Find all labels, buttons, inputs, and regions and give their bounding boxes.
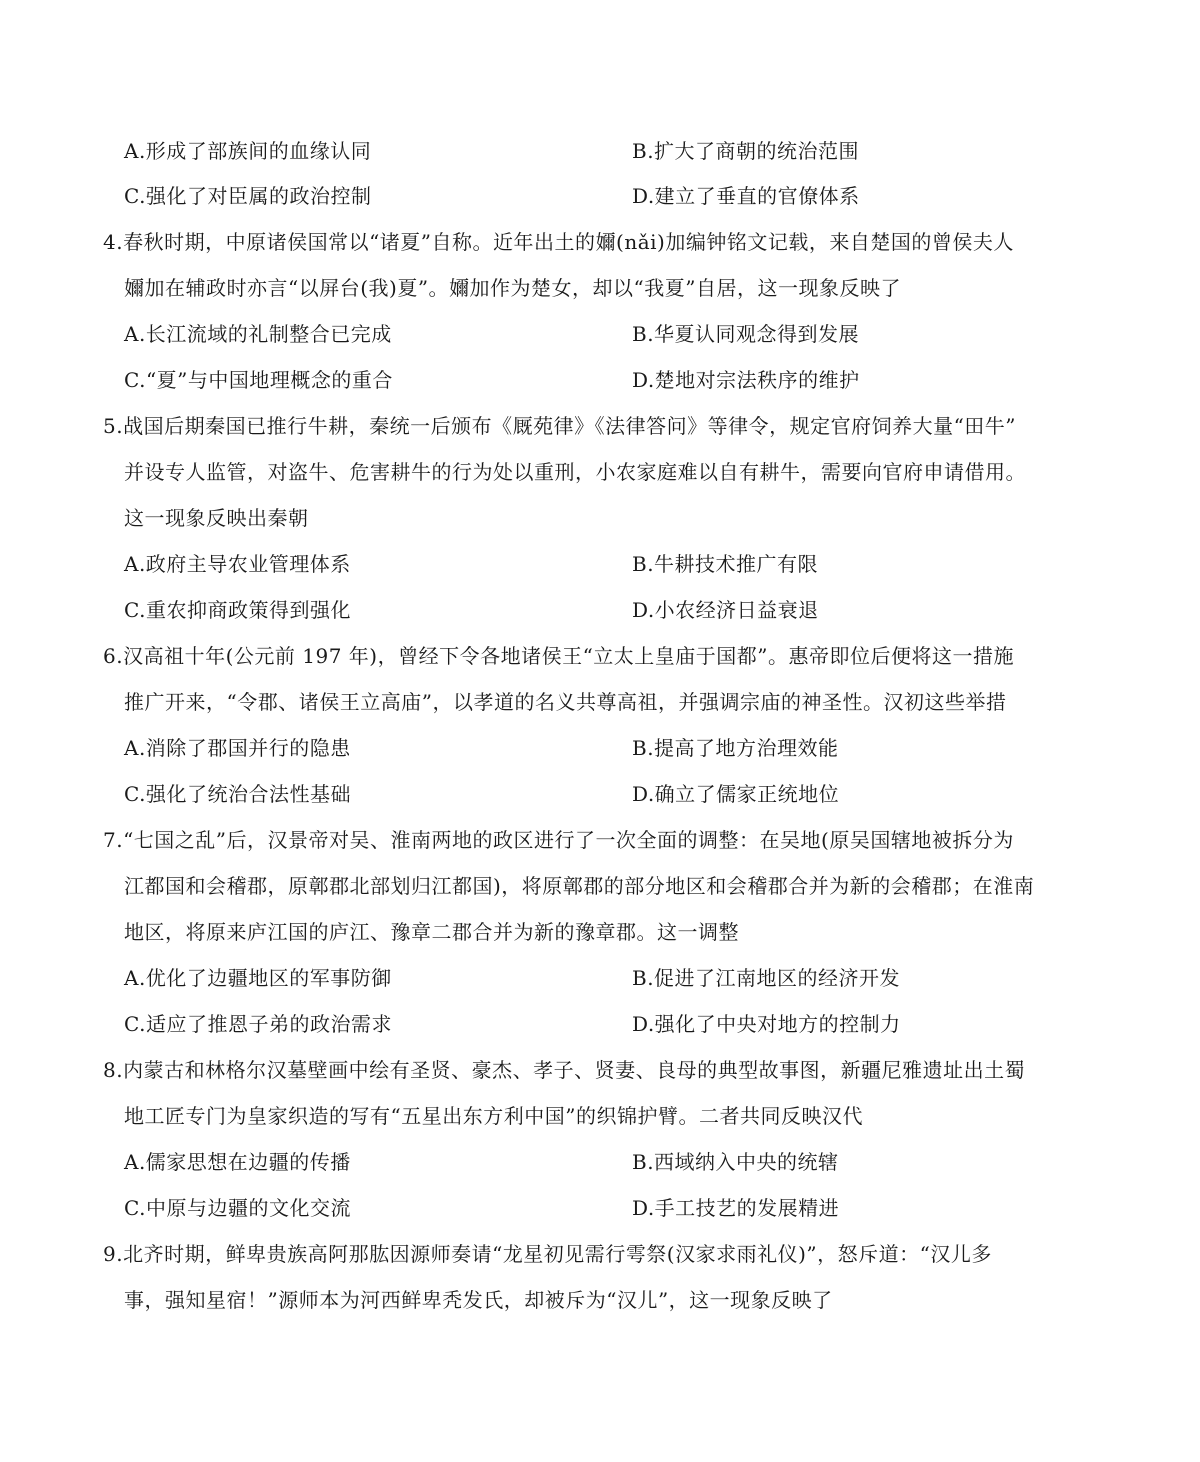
q9-stem-line-2: 事，强知星宿！”源师本为河西鲜卑秃发氏，却被斥为“汉儿”，这一现象反映了 <box>124 1288 833 1312</box>
q9-stem-line-1: 9.北齐时期，鲜卑贵族高阿那肱因源师奏请“龙星初见需行雩祭(汉家求雨礼仪)”，怒斥道：“汉儿多 <box>103 1242 992 1266</box>
q7-stem-line-2: 江都国和会稽郡，原鄣郡北部划归江都国)，将原鄣郡的部分地区和会稽郡合并为新的会稽郡；在淮南 <box>124 874 1035 898</box>
q8-option-b: B.西域纳入中央的统辖 <box>632 1150 839 1174</box>
q8-stem-line-1: 8.内蒙古和林格尔汉墓壁画中绘有圣贤、豪杰、孝子、贤妻、良母的典型故事图，新疆尼雅遗址出土蜀 <box>103 1058 1026 1082</box>
q4-option-c: C.“夏”与中国地理概念的重合 <box>124 368 393 392</box>
q3-option-a: A.形成了部族间的血缘认同 <box>124 139 372 163</box>
q7-stem-line-1: 7.“七国之乱”后，汉景帝对吴、淮南两地的政区进行了一次全面的调整：在吴地(原吴国辖地被拆分为 <box>103 828 1014 852</box>
q6-option-c: C.强化了统治合法性基础 <box>124 782 351 806</box>
q6-option-a: A.消除了郡国并行的隐患 <box>124 736 351 760</box>
q3-option-c: C.强化了对臣属的政治控制 <box>124 184 372 208</box>
q4-option-b: B.华夏认同观念得到发展 <box>632 322 860 346</box>
q5-stem-line-3: 这一现象反映出秦朝 <box>124 506 309 530</box>
q5-option-d: D.小农经济日益衰退 <box>632 598 819 622</box>
q3-option-d: D.建立了垂直的官僚体系 <box>632 184 860 208</box>
q6-stem-line-1: 6.汉高祖十年(公元前 197 年)，曾经下令各地诸侯王“立太上皇庙于国都”。惠帝即位后便将这一措施 <box>103 644 1015 668</box>
q7-option-a: A.优化了边疆地区的军事防御 <box>124 966 392 990</box>
q8-option-c: C.中原与边疆的文化交流 <box>124 1196 351 1220</box>
q8-stem-line-2: 地工匠专门为皇家织造的写有“五星出东方利中国”的织锦护臂。二者共同反映汉代 <box>124 1104 863 1128</box>
q4-option-d: D.楚地对宗法秩序的维护 <box>632 368 860 392</box>
q8-option-d: D.手工技艺的发展精进 <box>632 1196 840 1220</box>
q4-stem-line-2: 嬭加在辅政时亦言“以屏台(我)夏”。嬭加作为楚女，却以“我夏”自居，这一现象反映了 <box>124 276 902 300</box>
q6-option-b: B.提高了地方治理效能 <box>632 736 839 760</box>
q5-option-b: B.牛耕技术推广有限 <box>632 552 819 576</box>
q4-stem-line-1: 4.春秋时期，中原诸侯国常以“诸夏”自称。近年出土的嬭(nǎi)加编钟铭文记载，来自楚国的曾侯夫人 <box>103 230 1014 254</box>
q5-option-c: C.重农抑商政策得到强化 <box>124 598 351 622</box>
q5-stem-line-1: 5.战国后期秦国已推行牛耕，秦统一后颁布《厩苑律》《法律答问》等律令，规定官府饲养大量“田牛” <box>103 414 1017 438</box>
q7-option-d: D.强化了中央对地方的控制力 <box>632 1012 901 1036</box>
q8-option-a: A.儒家思想在边疆的传播 <box>124 1150 351 1174</box>
q7-option-c: C.适应了推恩子弟的政治需求 <box>124 1012 392 1036</box>
q4-option-a: A.长江流域的礼制整合已完成 <box>124 322 392 346</box>
q7-option-b: B.促进了江南地区的经济开发 <box>632 966 901 990</box>
q5-stem-line-2: 并设专人监管，对盗牛、危害耕牛的行为处以重刑，小农家庭难以自有耕牛，需要向官府申请借用。 <box>124 460 1026 484</box>
q6-stem-line-2: 推广开来，“令郡、诸侯王立高庙”，以孝道的名义共尊高祖，并强调宗庙的神圣性。汉初这些举措 <box>124 690 1007 714</box>
q6-option-d: D.确立了儒家正统地位 <box>632 782 840 806</box>
q3-option-b: B.扩大了商朝的统治范围 <box>632 139 860 163</box>
q7-stem-line-3: 地区，将原来庐江国的庐江、豫章二郡合并为新的豫章郡。这一调整 <box>124 920 739 944</box>
q5-option-a: A.政府主导农业管理体系 <box>124 552 351 576</box>
